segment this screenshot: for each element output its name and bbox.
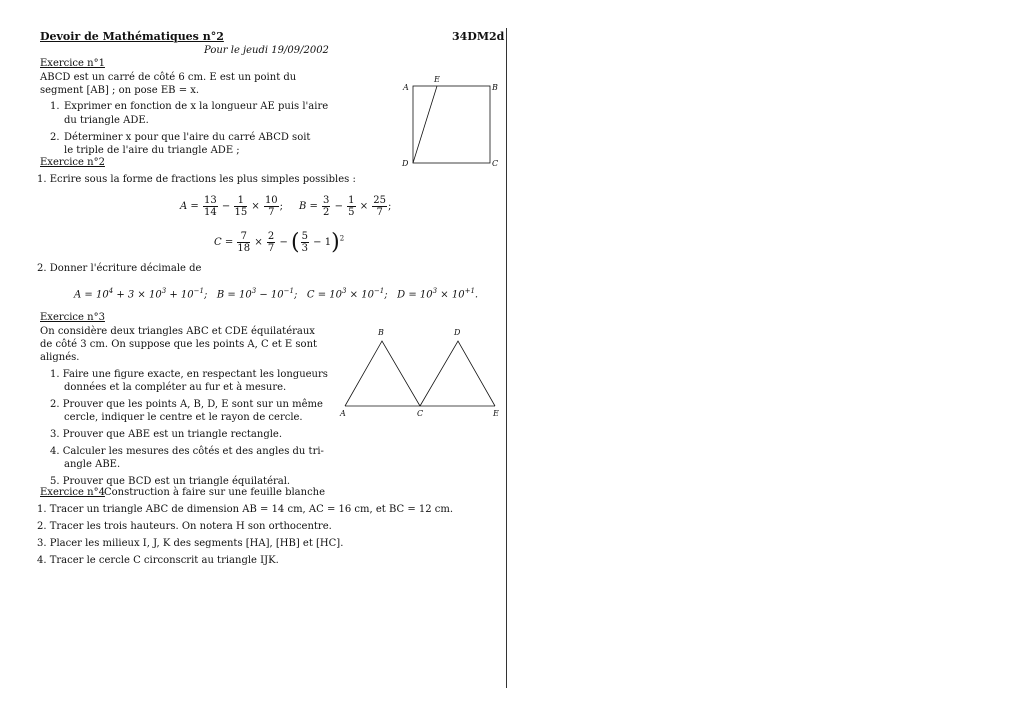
page-divider bbox=[506, 28, 507, 688]
ex3-q3: 3. Prouver que ABE est un triangle rectangle. bbox=[50, 429, 283, 440]
fraction bbox=[322, 195, 330, 218]
ex4-q4: 4. Tracer le cercle C circonscrit au triangle IJK. bbox=[37, 555, 279, 566]
ex1-intro-line1: ABCD est un carré de côté 6 cm. E est un point du bbox=[40, 72, 297, 83]
ex1-q1-line2: du triangle ADE. bbox=[64, 115, 149, 126]
numerator: 7 bbox=[237, 231, 250, 243]
ex3-q1-line2: données et la compléter au fur et à mesure. bbox=[64, 382, 287, 393]
dec-c: C = 10 bbox=[306, 289, 342, 301]
fraction bbox=[237, 231, 250, 254]
label-d: D bbox=[454, 328, 461, 337]
numerator: 1 bbox=[234, 195, 247, 207]
label-e: E bbox=[434, 75, 440, 84]
ex3-q4-line2: angle ABE. bbox=[64, 459, 121, 470]
fraction bbox=[203, 195, 218, 218]
expression-c: C = $\frac{7}{18}$ × $\frac{2}{7}$ − ( $\frac{5}{3}$ − 1)$^2$ bbox=[214, 230, 345, 255]
denominator: 7 bbox=[268, 207, 275, 218]
ex4-subtitle: Construction à faire sur une feuille blanche bbox=[104, 487, 326, 498]
denominator: 7 bbox=[376, 207, 383, 218]
ex3-heading: Exercice n°3 bbox=[40, 312, 105, 323]
expr-a-label: A = bbox=[180, 201, 199, 212]
expression-a-b: A = $\frac{13}{14}$ − $\frac{1}{15}$ × $\frac{10}{7}$ ; B = $\frac{3}{2}$ − $\frac{1}{5}$ × $\frac{25}{7}$ ; bbox=[180, 195, 392, 218]
fraction bbox=[267, 231, 275, 254]
numerator: 3 bbox=[323, 195, 330, 206]
ex3-q4-line1: 4. Calculer les mesures des côtés et des angles du tri- bbox=[50, 446, 324, 457]
due-date: Pour le jeudi 19/09/2002 bbox=[204, 45, 329, 56]
fraction bbox=[347, 195, 355, 218]
denominator: 3 bbox=[301, 243, 308, 254]
ex4-q3: 3. Placer les milieux I, J, K des segments [HA], [HB] et [HC]. bbox=[37, 538, 344, 549]
ex2-q1: 1. Ecrire sous la forme de fractions les plus simples possibles : bbox=[37, 174, 356, 185]
ex3-intro-line1: On considère deux triangles ABC et CDE équilatéraux bbox=[40, 326, 315, 337]
ex1-q1-line1: Exprimer en fonction de x la longueur AE puis l'aire bbox=[64, 101, 329, 112]
exam-title: Devoir de Mathématiques n°2 bbox=[40, 30, 224, 43]
label-a: A bbox=[403, 83, 409, 92]
ex1-heading: Exercice n°1 bbox=[40, 58, 105, 69]
segment-de bbox=[413, 86, 437, 163]
ex4-heading: Exercice n°4 bbox=[40, 487, 105, 498]
label-c: C bbox=[417, 409, 424, 418]
fraction bbox=[234, 195, 247, 218]
label-e: E bbox=[493, 409, 499, 418]
ex1-q2-line2: le triple de l'aire du triangle ADE ; bbox=[64, 145, 240, 156]
triangles-figure bbox=[334, 325, 504, 425]
ex3-q2-line1: 2. Prouver que les points A, B, D, E sont sur un même bbox=[50, 399, 323, 410]
ex1-q2-number: 2. bbox=[50, 132, 60, 143]
numerator: 1 bbox=[348, 195, 355, 206]
ex4-q2: 2. Tracer les trois hauteurs. On notera H son orthocentre. bbox=[37, 521, 332, 532]
fraction bbox=[301, 231, 309, 254]
dec-a: A = 10 bbox=[74, 289, 109, 301]
denominator: 18 bbox=[237, 243, 251, 254]
numerator: 2 bbox=[267, 231, 275, 242]
expr-b-label: B = bbox=[298, 201, 318, 212]
decimal-expressions: $A = 10^4 + 3 \times 10^3 + 10^{-1}$; $B = 10^3 - 10^{-1}$; $C = 10^3 \times 10^{-1}$; $D = 10^3 \times 10^{+1}$. bbox=[74, 287, 479, 301]
denominator: 2 bbox=[323, 207, 330, 218]
denominator: 5 bbox=[348, 207, 355, 218]
triangle-abc bbox=[345, 341, 420, 406]
square-figure bbox=[396, 72, 506, 172]
ex3-q1-line1: 1. Faire une figure exacte, en respectant les longueurs bbox=[50, 369, 328, 380]
denominator: 7 bbox=[267, 243, 275, 254]
ex2-q2: 2. Donner l'écriture décimale de bbox=[37, 263, 202, 274]
ex3-intro-line3: alignés. bbox=[40, 352, 80, 363]
denominator: 15 bbox=[234, 207, 248, 218]
label-b: B bbox=[492, 83, 498, 92]
ex3-q5: 5. Prouver que BCD est un triangle équilatéral. bbox=[50, 476, 291, 487]
ex1-q2-line1: Déterminer x pour que l'aire du carré ABCD soit bbox=[64, 132, 311, 143]
square-abcd bbox=[413, 86, 490, 163]
denominator: 14 bbox=[203, 207, 217, 218]
ex3-q2-line2: cercle, indiquer le centre et le rayon de cercle. bbox=[64, 412, 303, 423]
label-c: C bbox=[492, 159, 499, 168]
dec-b: B = 10 bbox=[216, 289, 252, 301]
label-d: D bbox=[402, 159, 409, 168]
numerator: 25 bbox=[373, 195, 387, 206]
exam-code: 34DM2d bbox=[452, 30, 505, 43]
numerator: 5 bbox=[301, 231, 308, 242]
dec-d: D = 10 bbox=[397, 289, 433, 301]
ex3-intro-line2: de côté 3 cm. On suppose que les points A, C et E sont bbox=[40, 339, 318, 350]
ex4-q1: 1. Tracer un triangle ABC de dimension AB = 14 cm, AC = 16 cm, et BC = 12 cm. bbox=[37, 504, 454, 515]
expr-c-label: C = bbox=[214, 237, 234, 248]
numerator: 10 bbox=[264, 195, 278, 206]
fraction bbox=[372, 195, 387, 218]
ex1-intro-line2: segment [AB] ; on pose EB = x. bbox=[40, 85, 200, 96]
ex2-heading: Exercice n°2 bbox=[40, 157, 105, 168]
label-b: B bbox=[378, 328, 384, 337]
triangle-cde bbox=[420, 341, 495, 406]
numerator: 13 bbox=[203, 195, 217, 206]
ex1-q1-number: 1. bbox=[50, 101, 60, 112]
label-a: A bbox=[340, 409, 346, 418]
fraction bbox=[264, 195, 279, 218]
